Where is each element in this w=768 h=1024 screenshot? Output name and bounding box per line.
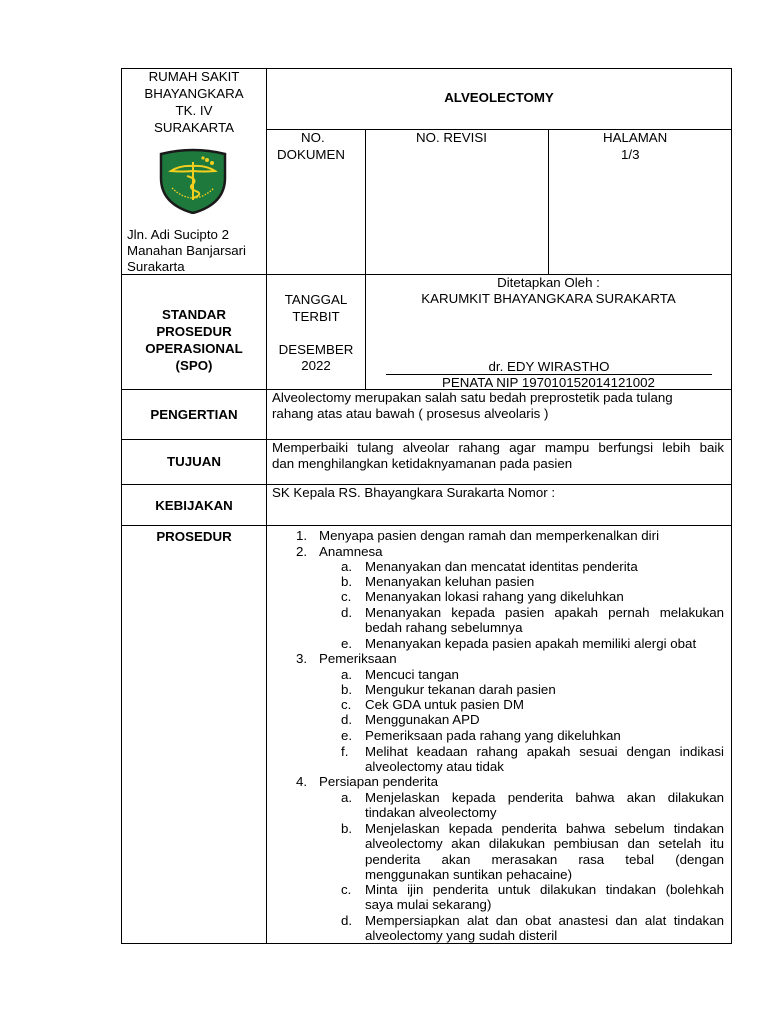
kebijakan-text: SK Kepala RS. Bhayangkara Surakarta Nomor : — [272, 485, 556, 500]
sub-item: Minta ijin penderita untuk dilakukan tindakan (bolehkah — [365, 882, 724, 897]
document-title: ALVEOLECTOMY — [444, 90, 554, 105]
halaman-value: 1/3 — [621, 147, 640, 162]
pengertian-label: PENGERTIAN — [150, 407, 238, 422]
sub-marker: c. — [341, 589, 352, 604]
table-divider-col2 — [365, 129, 366, 390]
halaman-label: HALAMAN — [603, 130, 668, 145]
sub-item: Cek GDA untuk pasien DM — [365, 697, 524, 712]
list-item: Anamnesa — [319, 544, 383, 559]
spo-document: RUMAH SAKIT BHAYANGKARA TK. IV SURAKARTA Jln. Adi Sucipto 2 Manahan Banjarsari Surakarta ALVEOLECTOMY NO. DOKUMEN NO. REVISI HALAMAN 1/3 STANDAR PROSEDUR OPERASIONAL (SPO) TANGGAL TERBIT DESEMBER 2022 Ditetapkan Oleh : KARUMKIT BHAYANGKARA SURAKARTA dr. EDY WIRASTHO PENATA NIP 197010152014121002 PENGERTIAN Alveolectomy merupakan salah satu bedah preprostetik pada tulang rahang atas atau bawah ( prosesus alveolaris ) TUJUAN Memperbaiki tulang alveolar rahang agar mampu berfungsi lebih baik dan menghilangkan ketidaknyamanan pada pasien KEBIJAKAN SK Kepala RS. Bhayangkara Surakarta Nomor : PROSEDUR 1. Menyapa pasien dengan ramah dan memperkenalkan diri 2. Anamnesa a. Menanyakan dan mencatat identitas penderita b. Menanyakan keluhan pasien c. Menanyakan lokasi rahang yang dikeluhkan d. Menanyakan kepada pasien apakah pernah melakukan bedah rahang sebelumnya e. Menanyakan kepada pasien apakah memiliki alergi obat 3. Pemeriksaan a. Mencuci tangan b. Mengukur tekanan darah pasien c. Cek GDA untuk pasien DM d. Menggunakan APD e. Pemeriksaan pada rahang yang dikeluhkan f. Melihat keadaan rahang apakah sesuai dengan indikasi alveolectomy atau tidak 4. Persiapan penderita a. Menjelaskan kepada penderita bahwa akan dilakukan tindakan alveolectomy b. Menjelaskan kepada penderita bahwa sebelum tindakan alveolectomy akan dilakukan pembiusan dan setelah itu penderita akan merasakan rasa tebal (dengan menggunakan suntikan pehacaine) c. Minta ijin penderita untuk dilakukan tindakan (bolehkah saya mulai sekarang) d. Mempersiapkan alat dan obat anastesi dan alat tindakan alveolectomy yang sudah disteril — [0, 0, 768, 1024]
sub-item: Menanyakan kepada pasien apakah memiliki alergi obat — [365, 636, 697, 651]
sub-marker: d. — [341, 712, 353, 727]
sub-marker: c. — [341, 882, 352, 897]
kebijakan-label: KEBIJAKAN — [155, 498, 233, 513]
sub-marker: e. — [341, 728, 353, 743]
sub-item: Menanyakan dan mencatat identitas penderita — [365, 559, 638, 574]
sub-item: Mengukur tekanan darah pasien — [365, 682, 556, 697]
sub-item: Menanyakan lokasi rahang yang dikeluhkan — [365, 589, 624, 604]
no-revisi-label: NO. REVISI — [416, 130, 487, 145]
list-item: Pemeriksaan — [319, 651, 397, 666]
sub-item: alveolectomy yang sudah disteril — [365, 928, 558, 943]
table-divider-col1 — [266, 68, 267, 944]
sub-marker: d. — [341, 913, 353, 928]
sub-marker: b. — [341, 682, 353, 697]
sub-item: Menanyakan keluhan pasien — [365, 574, 535, 589]
list-marker: 4. — [296, 774, 308, 789]
sub-item: bedah rahang sebelumnya — [365, 620, 523, 635]
list-marker: 3. — [296, 651, 308, 666]
sub-item: Menanyakan kepada pasien apakah pernah melakukan — [365, 605, 724, 620]
sub-item: tindakan alveolectomy — [365, 805, 497, 820]
sub-item: Mencuci tangan — [365, 667, 459, 682]
list-marker: 1. — [296, 528, 308, 543]
sub-item: alveolectomy atau tidak — [365, 759, 504, 774]
signer-name: dr. EDY WIRASTHO — [488, 359, 610, 374]
sub-marker: e. — [341, 636, 353, 651]
sub-item: Menggunakan APD — [365, 712, 480, 727]
ditetapkan-label: Ditetapkan Oleh : — [497, 275, 600, 290]
sub-marker: a. — [341, 559, 353, 574]
sub-marker: d. — [341, 605, 353, 620]
sub-item: penderita akan merasakan rasa tebal (dengan — [365, 852, 724, 867]
table-border-right — [731, 68, 732, 944]
sub-item: alveolectomy akan dilakukan pembiusan dan setelah itu — [365, 836, 724, 851]
signer-nip: PENATA NIP 197010152014121002 — [442, 375, 655, 390]
sub-marker: c. — [341, 697, 352, 712]
table-divider-col3 — [548, 129, 549, 275]
sub-item: Menjelaskan kepada penderita bahwa akan dilakukan — [365, 790, 724, 805]
sub-item: menggunakan suntikan pehacaine) — [365, 867, 572, 882]
sub-marker: a. — [341, 790, 353, 805]
sub-item: Menjelaskan kepada penderita bahwa sebelum tindakan — [365, 821, 724, 836]
sub-marker: b. — [341, 821, 353, 836]
tujuan-label: TUJUAN — [167, 454, 221, 469]
sub-item: Melihat keadaan rahang apakah sesuai dengan indikasi — [365, 744, 724, 759]
list-item: Menyapa pasien dengan ramah dan memperkenalkan diri — [319, 528, 660, 543]
sub-item: Mempersiapkan alat dan obat anastesi dan alat tindakan — [365, 913, 724, 928]
sub-item: Pemeriksaan pada rahang yang dikeluhkan — [365, 728, 621, 743]
sub-marker: a. — [341, 667, 353, 682]
list-item: Persiapan penderita — [319, 774, 439, 789]
sub-marker: b. — [341, 574, 353, 589]
prosedur-label: PROSEDUR — [156, 529, 232, 544]
sub-marker: f. — [341, 744, 349, 759]
karumkit-label: KARUMKIT BHAYANGKARA SURAKARTA — [421, 291, 676, 306]
table-divider-kebijakan — [121, 525, 732, 526]
hospital-logo — [158, 148, 228, 214]
sub-item: saya mulai sekarang) — [365, 897, 492, 912]
list-marker: 2. — [296, 544, 308, 559]
